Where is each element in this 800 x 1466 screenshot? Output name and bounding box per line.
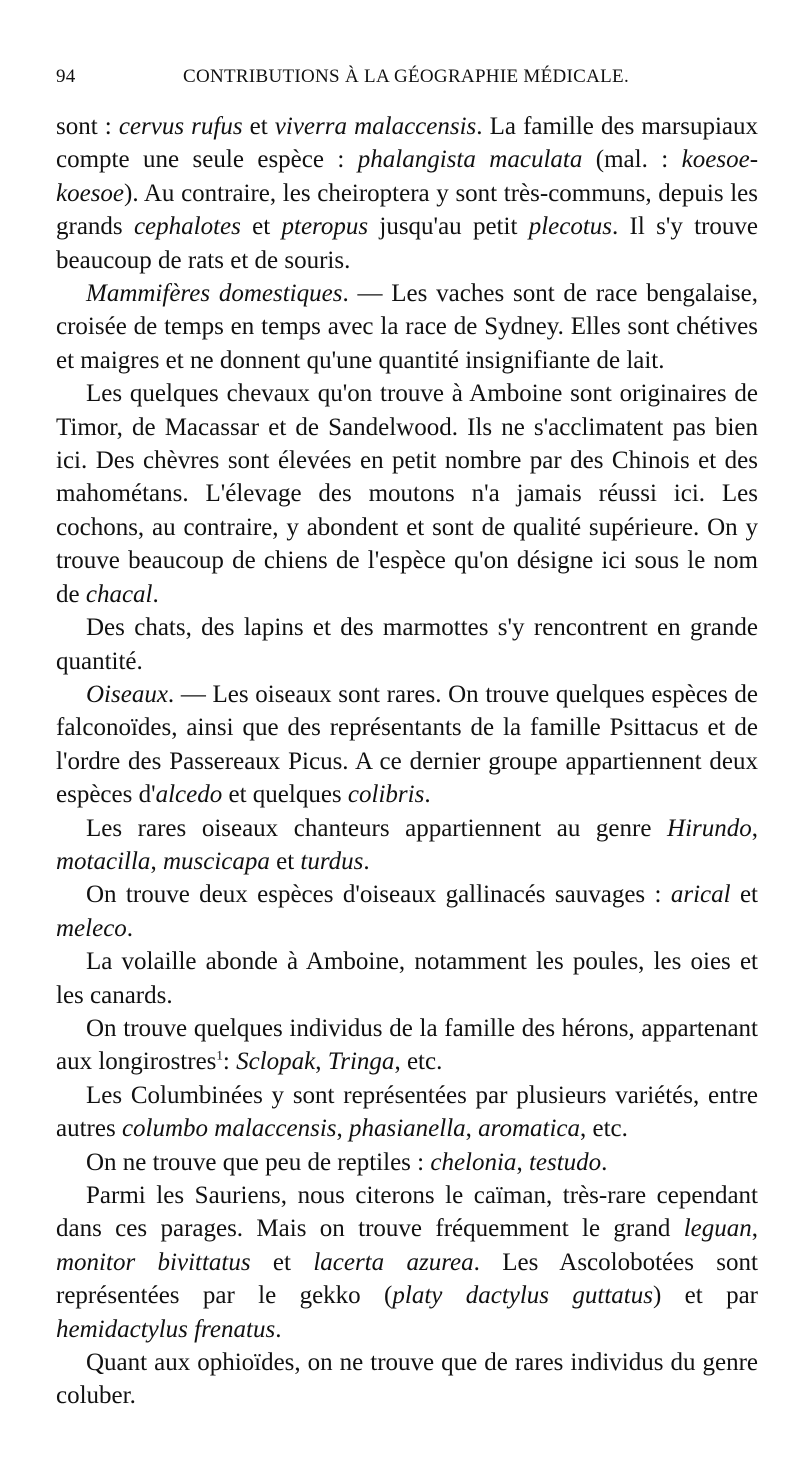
text-run: , etc. (580, 1115, 628, 1143)
text-run: et quelques (222, 781, 348, 809)
text-run: et (242, 113, 275, 140)
text-run: , (516, 1148, 529, 1176)
italic-term: turdus (300, 847, 364, 875)
text-run: On ne trouve que peu de reptiles : (86, 1148, 431, 1176)
text-run: . (152, 580, 159, 608)
italic-term: viverra malaccensis (274, 113, 477, 140)
text-run: . (126, 914, 134, 942)
paragraph (56, 110, 758, 277)
italic-term: leguan (683, 1215, 752, 1243)
text-run: . La famille des marsupiaux compte une seule espèce : (56, 113, 759, 174)
italic-term: koesoe-koesoe (56, 146, 759, 207)
text-run: Parmi les Sauriens, nous citerons le caïman, très-rare cependant dans ces parages. Mais on trouve fréquemment le grand (56, 1182, 758, 1243)
text-run: Les quelques chevaux qu'on trouve à Amboine sont originaires de Timor, de Macassar et de Sandelwood. Ils ne s'acclimatent pas bien ici. Des chèvres sont élevées en petit nombre par des Chinois et des mahométans. L'élevage des moutons n'a jamais réussi ici. Les cochons, au contraire, y abondent et sont de qualité supérieure. On y trouve beaucoup de chiens de l'espèce qu'on désigne ici sous le nom de (56, 380, 758, 608)
text-run: . — Les vaches sont de race bengalaise, croisée de temps en temps avec la race de Sydney. Elles sont chétives et maigres et ne donnent qu'une quantité insignifiante de lait. (56, 280, 758, 374)
paragraph (56, 1079, 758, 1146)
text-run: Quant aux ophioïdes, on ne trouve que de rares individus du genre coluber. (56, 1349, 758, 1410)
text-run: , (336, 1115, 349, 1143)
text-run: . — Les oiseaux sont rares. On trouve quelques espèces de falconoïdes, ainsi que des représentants de la famille Psittacus et de l'ordre des Passereaux Picus. A ce dernier groupe appartiennent deux espèces d' (56, 680, 758, 809)
text-run: (mal. : (582, 146, 682, 174)
text-run: et (269, 847, 301, 875)
italic-term: Hirundo (667, 814, 752, 842)
paragraph (56, 812, 758, 879)
text-run: , (751, 814, 758, 842)
text-run: et (240, 213, 282, 241)
italic-term: motacilla (56, 847, 151, 875)
text-run: sont : (56, 113, 119, 140)
italic-term: Sclopak (236, 1048, 316, 1076)
paragraph (56, 1146, 758, 1179)
paragraph (56, 878, 758, 945)
italic-term: platy dactylus guttatus (392, 1282, 653, 1310)
text-run: Les Columbinées y sont représentées par plusieurs variétés, entre autres (56, 1081, 758, 1143)
paragraph (56, 377, 758, 611)
text-run: On trouve deux espèces d'oiseaux gallinacés sauvages : (86, 881, 671, 909)
running-title: CONTRIBUTIONS À LA GÉOGRAPHIE MÉDICALE. (182, 66, 630, 87)
text-run: , etc. (394, 1048, 443, 1076)
text-run: On trouve quelques individus de la famille des hérons, appartenant aux longirostres (56, 1014, 758, 1076)
italic-heading: Oiseaux (86, 680, 168, 708)
italic-term: chacal (85, 580, 153, 608)
text-run: La volaille abonde à Amboine, notamment les poules, les oies et les canards. (56, 948, 758, 1009)
text-run: , (150, 847, 163, 875)
italic-heading: Mammifères domestiques (86, 280, 343, 308)
text-run: . (601, 1148, 608, 1176)
italic-term: arical (670, 881, 731, 909)
italic-term: phasianella (349, 1115, 466, 1143)
text-run: et (730, 881, 758, 909)
italic-term: aromatica (478, 1115, 581, 1143)
text-run: . Les Ascolobotées sont représentées par le gekko ( (56, 1248, 758, 1310)
italic-term: cephalotes (133, 213, 241, 241)
paragraph (56, 945, 758, 1012)
italic-term: alcedo (155, 781, 223, 809)
italic-term: Tringa (327, 1048, 395, 1076)
paragraph (56, 1012, 758, 1079)
italic-term: pteropus (281, 213, 369, 241)
paragraph (56, 678, 758, 812)
paragraph (56, 1346, 758, 1413)
italic-term: testudo (528, 1148, 602, 1176)
paragraph (56, 1179, 758, 1346)
text-run: et (250, 1248, 314, 1276)
body-text (56, 110, 758, 1413)
text-run: , (751, 1215, 758, 1243)
italic-term: columbo malaccensis (121, 1115, 337, 1143)
text-run: , (465, 1115, 479, 1143)
page-number: 94 (56, 66, 76, 87)
text-run: . (363, 847, 370, 875)
italic-term: colibris (347, 781, 425, 809)
text-run: Des chats, des lapins et des marmottes s'y rencontrent en grande quantité. (56, 614, 758, 675)
footnote-marker: 1 (216, 1048, 223, 1064)
italic-term: cervus rufus (118, 113, 243, 140)
italic-term: meleco (56, 914, 127, 942)
page-header (56, 66, 756, 96)
text-run: . (275, 1315, 282, 1343)
text-run: . Il s'y trouve beaucoup de rats et de souris. (56, 213, 759, 274)
italic-term: lacerta azurea (313, 1248, 474, 1276)
text-run: Les rares oiseaux chanteurs appartiennent au genre (86, 814, 668, 842)
text-run: ) et par (652, 1282, 758, 1310)
italic-term: monitor bivittatus (56, 1248, 251, 1276)
italic-term: muscicapa (162, 847, 270, 875)
text-run: : (222, 1048, 237, 1076)
italic-term: phalangista maculata (357, 146, 583, 174)
text-run: ). Au contraire, les cheiroptera y sont très-communs, depuis les grands (56, 179, 758, 241)
paragraph (56, 611, 758, 678)
italic-term: hemidactylus frenatus (56, 1315, 276, 1343)
text-run: . (424, 781, 431, 809)
italic-term: plecotus (528, 213, 613, 241)
text-run: , (315, 1048, 328, 1076)
text-run: jusqu'au petit (368, 213, 529, 241)
italic-term: chelonia (430, 1148, 517, 1176)
paragraph (56, 277, 758, 377)
